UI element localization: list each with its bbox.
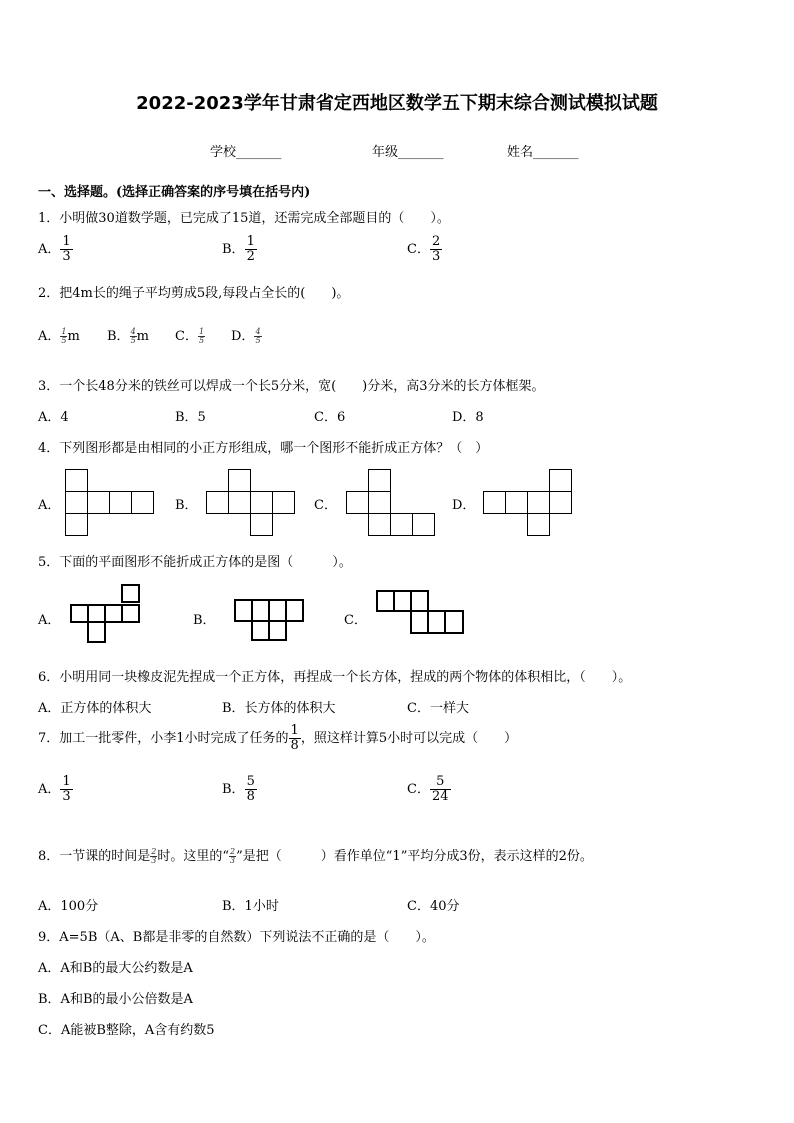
grade-field: 年级_______ — [372, 145, 444, 160]
fraction: $\frac{5}{24}$ — [431, 774, 449, 804]
q3-option-b: B．5 — [175, 410, 206, 425]
q3-option-d: D．8 — [452, 410, 484, 425]
fraction: $\frac{1}{2}$ — [246, 234, 255, 264]
q6-option-b: B．长方体的体积大 — [222, 701, 336, 716]
q5-net-c — [376, 590, 468, 636]
q4-label-c: C． — [314, 498, 337, 513]
fraction: $\frac{1}{3}$ — [62, 774, 71, 804]
q7-option-a: A． $\frac{1}{3}$ — [38, 774, 71, 804]
fraction: $\frac{1}{8}$ — [290, 723, 299, 753]
q5-label-a: A． — [38, 613, 61, 628]
q8-option-a: A．100分 — [38, 899, 99, 914]
q2-stem: 2．把4m长的绳子平均剪成5段,每段占全长的( )。 — [38, 286, 350, 301]
q7-stem: 7．加工一批零件，小李1小时完成了任务的 $\frac{1}{8}$ ，照这样计算5小时可以完成（ ） — [38, 723, 518, 753]
fraction: $\frac{2}{3}$ — [431, 234, 441, 264]
q4-net-b — [206, 469, 298, 539]
q1-option-c: C． $\frac{2}{3}$ — [407, 234, 441, 264]
q6-option-a: A．正方体的体积大 — [38, 701, 152, 716]
school-field: 学校_______ — [210, 145, 282, 160]
q5-label-b: B． — [193, 613, 216, 628]
q2-option-a: A． $\frac{1}{5}$ m — [38, 327, 80, 345]
q5-net-b — [234, 599, 306, 643]
fraction: $\frac{5}{8}$ — [246, 774, 255, 804]
q9-option-b: B．A和B的最小公倍数是A — [38, 992, 193, 1007]
q8-stem: 8．一节课的时间是 $\frac{2}{3}$ 时。这里的“ $\frac{2}{3}$ ”是把（ ）看作单位“1”平均分成3份，表示这样的2份。 — [38, 847, 593, 865]
q1-stem: 1．小明做30道数学题，已完成了15道，还需完成全部题目的（ ）。 — [38, 211, 450, 226]
q4-net-d — [483, 469, 575, 539]
q8-option-b: B．1小时 — [222, 899, 279, 914]
q1-option-b: B． $\frac{1}{2}$ — [222, 234, 255, 264]
q2-option-d: D． $\frac{4}{5}$ — [231, 327, 261, 345]
q6-stem: 6．小明用同一块橡皮泥先捏成一个正方体，再捏成一个长方体，捏成的两个物体的体积相比，（ ）。 — [38, 670, 632, 685]
q7-option-b: B． $\frac{5}{8}$ — [222, 774, 255, 804]
section-heading: 一、选择题。(选择正确答案的序号填在括号内) — [38, 185, 311, 200]
q1-option-a: A． $\frac{1}{3}$ — [38, 234, 71, 264]
q4-label-b: B． — [175, 498, 198, 513]
name-field: 姓名_______ — [507, 145, 579, 160]
fraction: $\frac{1}{3}$ — [62, 234, 71, 264]
q5-label-c: C． — [344, 613, 367, 628]
q5-stem: 5．下面的平面图形不能折成正方体的是图（ ）。 — [38, 555, 352, 570]
q8-option-c: C．40分 — [407, 899, 460, 914]
q6-option-c: C．一样大 — [407, 701, 469, 716]
q4-net-a — [65, 469, 157, 539]
q9-option-c: C．A能被B整除，A含有约数5 — [38, 1023, 215, 1038]
q3-stem: 3．一个长48分米的铁丝可以焊成一个长5分米，宽( )分米，高3分米的长方体框架。 — [38, 379, 545, 394]
q3-option-a: A．4 — [38, 410, 69, 425]
q4-net-c — [346, 469, 438, 539]
q2-option-c: C． $\frac{1}{5}$ — [175, 327, 205, 345]
q3-option-c: C．6 — [314, 410, 346, 425]
page-title: 2022-2023学年甘肃省定西地区数学五下期末综合测试模拟试题 — [136, 93, 658, 114]
q9-stem: 9．A=5B（A、B都是非零的自然数）下列说法不正确的是（ ）。 — [38, 930, 435, 945]
q4-label-a: A． — [38, 498, 61, 513]
q2-option-b: B． $\frac{4}{5}$ m — [107, 327, 149, 345]
q4-label-d: D． — [452, 498, 476, 513]
q9-option-a: A．A和B的最大公约数是A — [38, 961, 193, 976]
q5-net-a — [70, 584, 142, 648]
q4-stem: 4．下列图形都是由相同的小正方形组成，哪一个图形不能折成正方体？（ ） — [38, 441, 489, 456]
q7-option-c: C． $\frac{5}{24}$ — [407, 774, 449, 804]
